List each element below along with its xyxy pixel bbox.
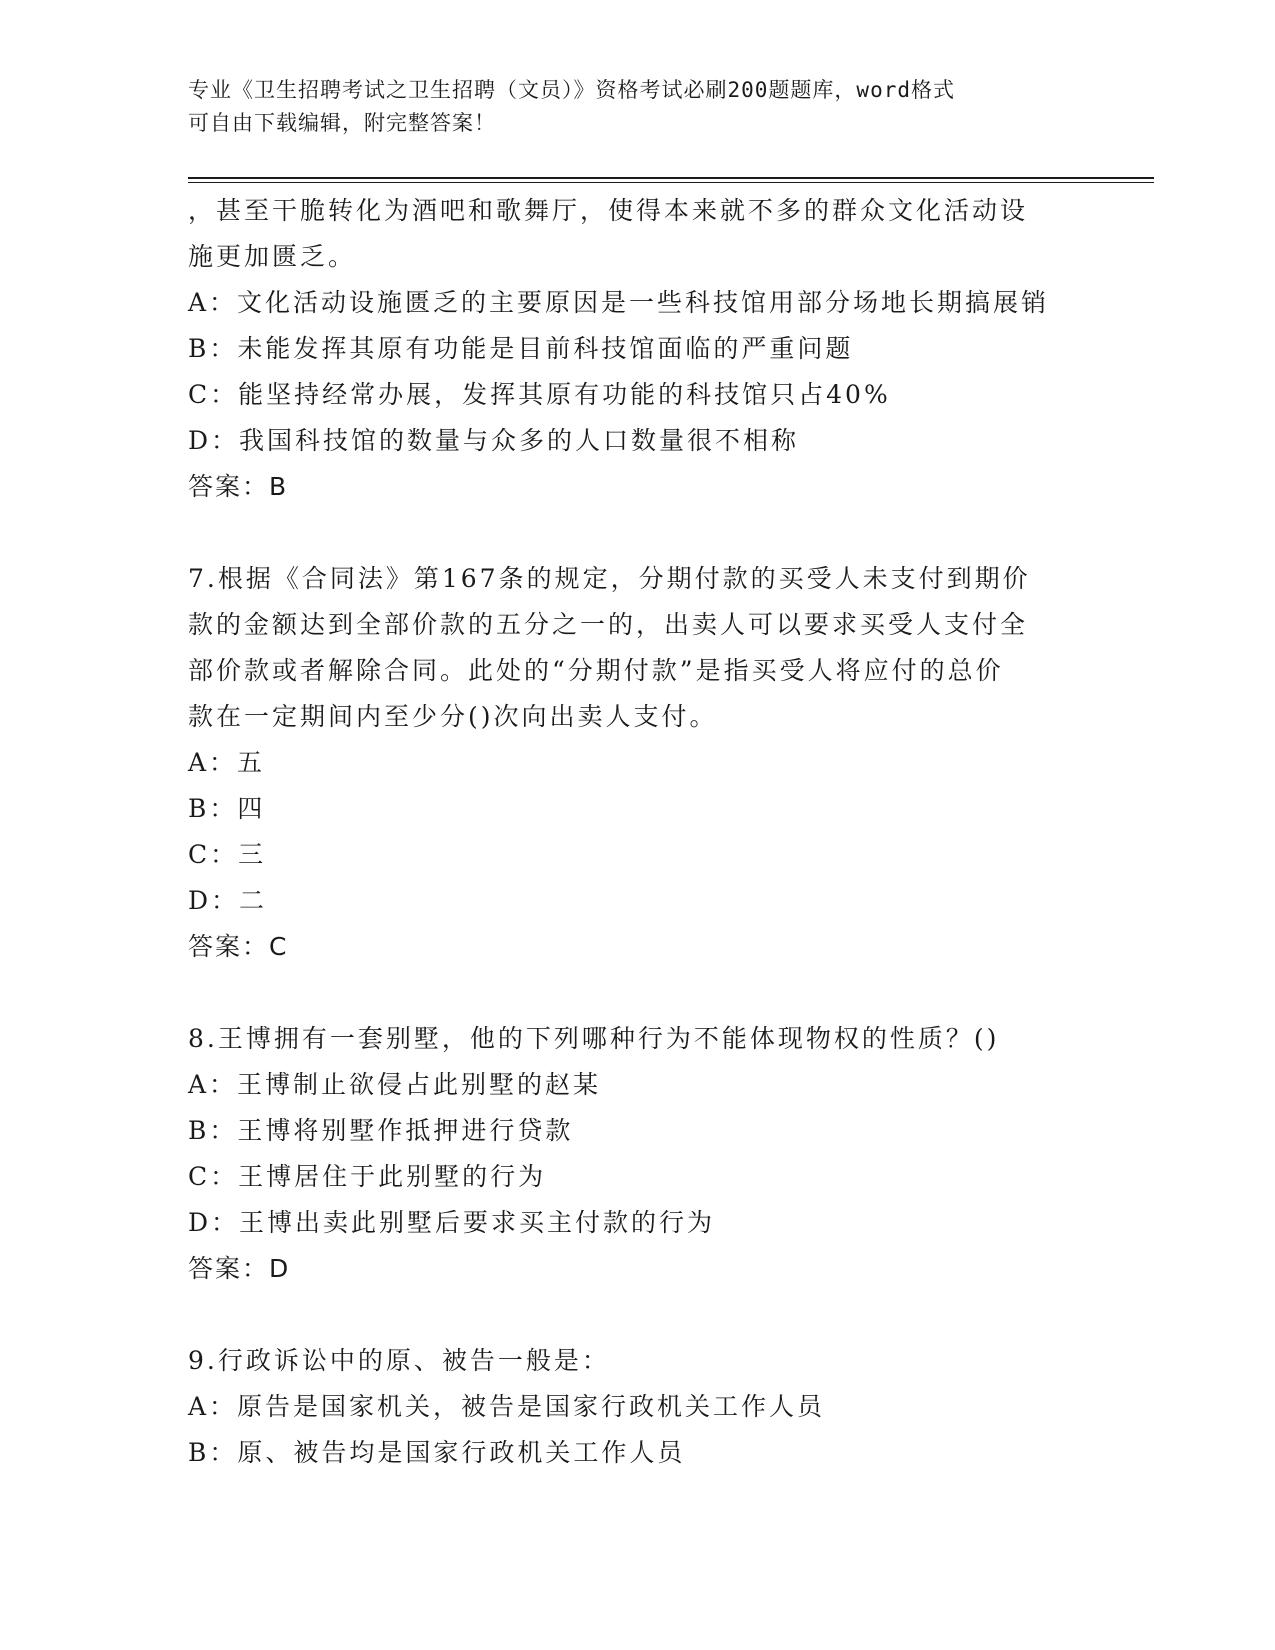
- question-stem-line: 款的金额达到全部价款的五分之一的，出卖人可以要求买受人支付全: [188, 610, 1029, 639]
- header-line-2: 可自由下载编辑，附完整答案！: [188, 111, 496, 135]
- page-header: [188, 74, 1088, 140]
- option-b: B：王博将别墅作抵押进行贷款: [188, 1116, 574, 1145]
- question-8: [188, 1016, 1088, 1292]
- option-d: D：二: [188, 886, 268, 915]
- answer-line: 答案：B: [188, 472, 289, 501]
- header-rule-thin: [188, 182, 1154, 183]
- option-a: A：文化活动设施匮乏的主要原因是一些科技馆用部分场地长期搞展销: [188, 288, 1050, 317]
- option-a: A：原告是国家机关，被告是国家行政机关工作人员: [188, 1392, 826, 1421]
- question-stem-line: 7.根据《合同法》第167条的规定，分期付款的买受人未支付到期价: [188, 564, 1031, 593]
- question-stem-line: 施更加匮乏。: [188, 242, 357, 271]
- option-d: D：我国科技馆的数量与众多的人口数量很不相称: [188, 426, 800, 455]
- option-b: B：未能发挥其原有功能是目前科技馆面临的严重问题: [188, 334, 854, 363]
- option-b: B：原、被告均是国家行政机关工作人员: [188, 1438, 686, 1467]
- spacer: [188, 970, 1088, 1016]
- question-6-continuation: [188, 188, 1088, 510]
- option-c: C：三: [188, 840, 267, 869]
- question-9: [188, 1338, 1088, 1476]
- option-b: B：四: [188, 794, 266, 823]
- spacer: [188, 1292, 1088, 1338]
- option-c: C：能坚持经常办展，发挥其原有功能的科技馆只占40%: [188, 380, 891, 409]
- option-c: C：王博居住于此别墅的行为: [188, 1162, 547, 1191]
- question-list: [188, 188, 1088, 1476]
- header-line-1: 专业《卫生招聘考试之卫生招聘（文员）》资格考试必刷200题题库，word格式: [188, 78, 955, 102]
- answer-line: 答案：C: [188, 932, 289, 961]
- question-stem-line: ，甚至干脆转化为酒吧和歌舞厅，使得本来就不多的群众文化活动设: [188, 196, 1029, 225]
- option-a: A：王博制止欲侵占此别墅的赵某: [188, 1070, 602, 1099]
- question-stem-line: 9.行政诉讼中的原、被告一般是：: [188, 1346, 610, 1375]
- spacer: [188, 510, 1088, 556]
- header-rule-thick: [188, 177, 1154, 179]
- question-stem-line: 8.王博拥有一套别墅，他的下列哪种行为不能体现物权的性质？(): [188, 1024, 1000, 1053]
- answer-line: 答案：D: [188, 1254, 291, 1283]
- question-stem-line: 款在一定期间内至少分()次向出卖人支付。: [188, 702, 718, 731]
- option-d: D：王博出卖此别墅后要求买主付款的行为: [188, 1208, 716, 1237]
- question-stem-line: 部价款或者解除合同。此处的“分期付款”是指买受人将应付的总价: [188, 656, 1004, 685]
- option-a: A：五: [188, 748, 266, 777]
- question-7: [188, 556, 1088, 970]
